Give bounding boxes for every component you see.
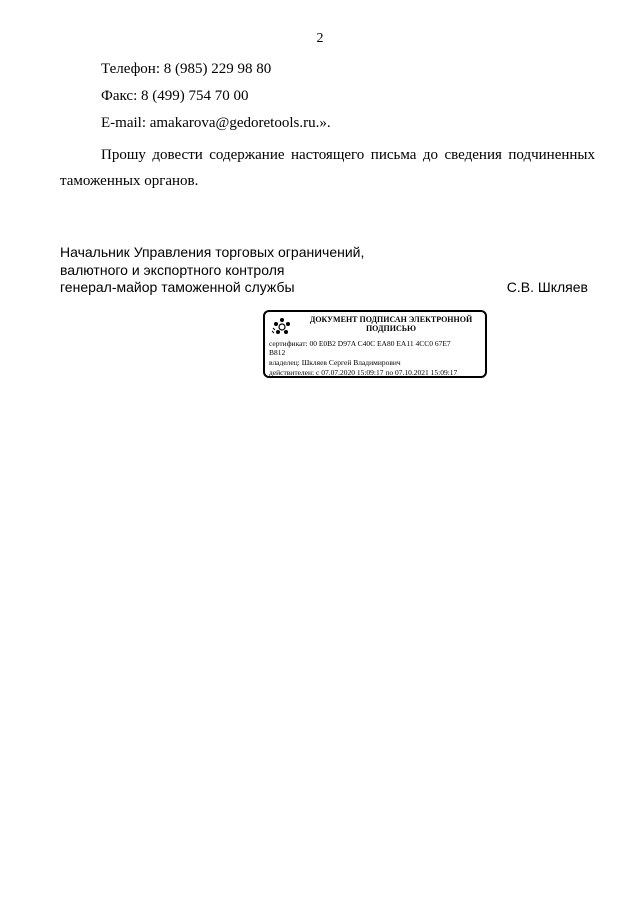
stamp-owner-value: Шкляев Сергей Владимирович [301, 358, 401, 367]
stamp-title: ДОКУМЕНТ ПОДПИСАН ЭЛЕКТРОННОЙ ПОДПИСЬЮ [309, 315, 473, 333]
electronic-signature-stamp [263, 310, 487, 378]
fax-line: Факс: 8 (499) 754 70 00 [101, 88, 249, 104]
stamp-certificate-label: сертификат: [269, 339, 308, 348]
stamp-validity [269, 369, 457, 377]
signer-position-line-1: Начальник Управления торговых ограничений, [60, 244, 365, 260]
page-number: 2 [316, 31, 324, 46]
phone-line: Телефон: 8 (985) 229 98 80 [101, 61, 272, 77]
signer-position-line-2: валютного и экспортного контроля [60, 262, 285, 278]
signer-position-line-3: генерал-майор таможенной службы [60, 279, 295, 295]
stamp-owner-label: владелец: [269, 358, 300, 367]
emblem-icon [271, 316, 293, 338]
stamp-certificate-value: 00 E0B2 D97A C40C EA80 EA11 4CC0 67E7 [309, 339, 451, 348]
stamp-certificate-continuation: B812 [269, 348, 286, 357]
request-paragraph: Прошу довести содержание настоящего письма до сведения подчиненных таможенных органов. [60, 147, 595, 189]
email-line: E-mail: amakarova@gedoretools.ru.». [101, 115, 331, 131]
stamp-validity-value: с 07.07.2020 15:09:17 по 07.10.2021 15:09:17 [315, 368, 458, 377]
stamp-certificate [269, 340, 451, 348]
stamp-validity-label: действителен: [269, 368, 315, 377]
stamp-owner [269, 359, 401, 367]
signer-name: С.В. Шкляев [506, 279, 588, 295]
